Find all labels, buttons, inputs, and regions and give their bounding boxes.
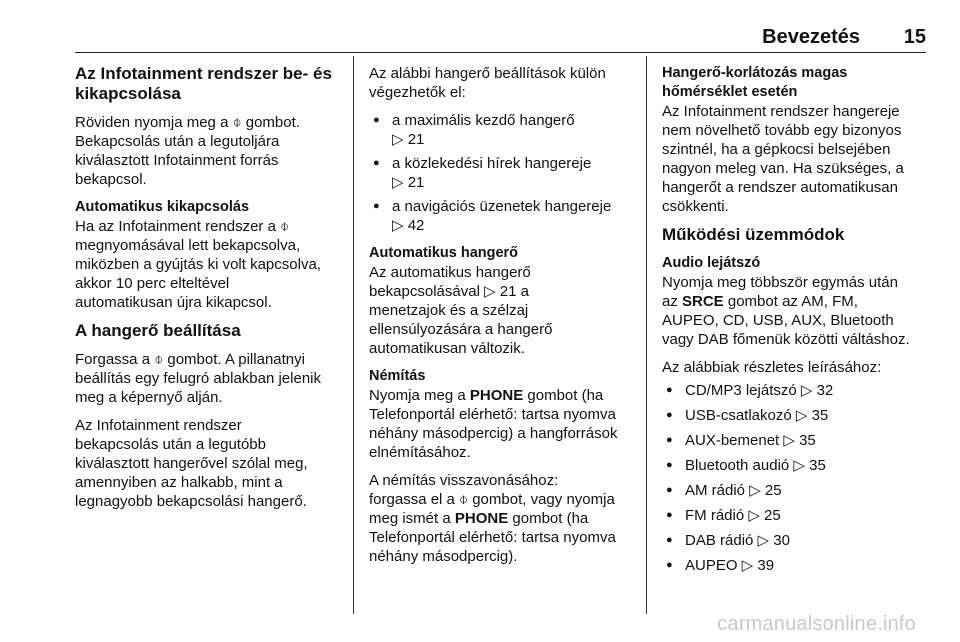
- list-item: ● AUPEO ▷ 39: [662, 556, 932, 575]
- list-item: ● USB-csatlakozó ▷ 35: [662, 406, 932, 425]
- srce-key-label: SRCE: [682, 293, 724, 310]
- subheading-mute: Némítás: [369, 368, 426, 384]
- paragraph: Röviden nyomja meg a ⌽ gombot. Bekapcsolás után a legutoljára kiválasztott Infotainment forrás bekapcsol.: [75, 114, 300, 188]
- list-item: ● a közlekedési hírek hangereje ▷ 21: [369, 154, 637, 192]
- paragraph: Ha az Infotainment rendszer a ⌽ megnyomásával lett bekapcsolva, miközben a gyújtás ki volt kapcsolva, akkor 10 perc elteltével automatikusan újra kikapcsol.: [75, 218, 321, 311]
- subheading-temp-limit: Hangerő-korlátozás magas hőmérséklet esetén: [662, 65, 848, 100]
- watermark: carmanualsonline.info: [717, 613, 916, 635]
- heading-volume: A hangerő beállítása: [75, 321, 241, 340]
- paragraph: A némítás visszavonásához: forgassa el a ⌽ gombot, vagy nyomja meg ismét a PHONE gombot (ha Telefonportál elérhető: tartsa nyomva néhány másodpercig).: [369, 472, 616, 565]
- paragraph: Az Infotainment rendszer hangereje nem növelhető tovább egy bizonyos szintnél, ha a gépkocsi belsejében nagyon meleg van. Ha szükséges, a hangerőt a rendszer automatikusan csökkenti.: [662, 103, 904, 215]
- list-item: ● CD/MP3 lejátszó ▷ 32: [662, 381, 932, 400]
- list-item: ● a navigációs üzenetek hangereje ▷ 42: [369, 197, 637, 235]
- page-header: [75, 24, 926, 53]
- phone-key-label: PHONE: [454, 510, 509, 527]
- paragraph: Az automatikus hangerő bekapcsolásával ▷ 21 a menetzajok és a szélzaj ellensúlyozására a hangerő automatikusan változik.: [369, 264, 553, 357]
- heading-power: Az Infotainment rendszer be- és kikapcsolása: [75, 64, 332, 103]
- list-item: ● DAB rádió ▷ 30: [662, 531, 932, 550]
- volume-settings-list: [369, 111, 637, 235]
- list-item: ● AM rádió ▷ 25: [662, 481, 932, 500]
- paragraph: Az Infotainment rendszer bekapcsolás után a legutóbb kiválasztott hangerővel szólal meg, amennyiben az halkabb, mint a legnagyobb bekapcsolási hangerő.: [75, 417, 308, 510]
- paragraph: Nyomja meg a PHONE gombot (ha Telefonportál elérhető: tartsa nyomva néhány másodpercig) a hangforrások elnémításához.: [369, 387, 618, 461]
- subheading-auto-volume: Automatikus hangerő: [369, 245, 519, 261]
- heading-modes: Működési üzemmódok: [662, 225, 845, 244]
- section-title: Bevezetés: [762, 26, 860, 48]
- column-3: [662, 64, 932, 584]
- column-divider: [646, 56, 647, 614]
- paragraph: Forgassa a ⌽ gombot. A pillanatnyi beállítás egy felugró ablakban jelenik meg a képernyő alján.: [75, 351, 321, 406]
- phone-key-label: PHONE: [469, 387, 524, 404]
- paragraph: Nyomja meg többször egymás után az SRCE gombot az AM, FM, AUPEO, CD, USB, AUX, Bluetooth vagy DAB főmenük közötti váltáshoz.: [662, 274, 910, 348]
- list-item: ● AUX-bemenet ▷ 35: [662, 431, 932, 450]
- paragraph: Az alábbi hangerő beállítások külön végezhetők el:: [369, 65, 606, 101]
- page-number: 15: [903, 26, 926, 48]
- list-item: ● FM rádió ▷ 25: [662, 506, 932, 525]
- subheading-auto-off: Automatikus kikapcsolás: [75, 199, 250, 215]
- source-list: [662, 381, 932, 575]
- column-1: [75, 64, 345, 520]
- paragraph: Az alábbiak részletes leírásához:: [662, 359, 882, 376]
- list-item: ● a maximális kezdő hangerő ▷ 21: [369, 111, 637, 149]
- column-2: [369, 64, 637, 575]
- list-item: ● Bluetooth audió ▷ 35: [662, 456, 932, 475]
- subheading-audio-player: Audio lejátszó: [662, 255, 761, 271]
- column-divider: [353, 56, 354, 614]
